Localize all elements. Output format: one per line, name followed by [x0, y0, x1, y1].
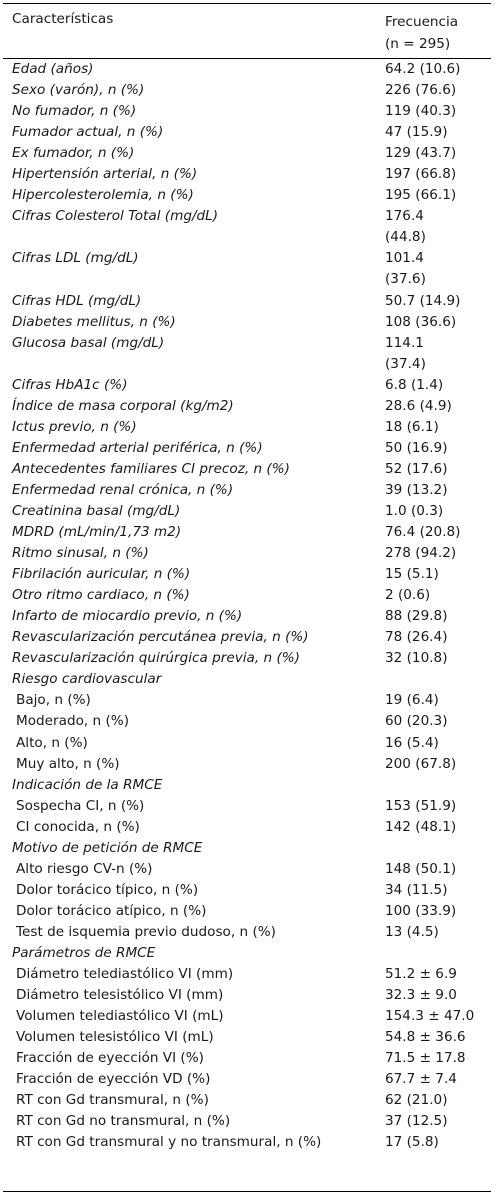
row-frequency: [373, 985, 457, 1006]
frequency-value: 197 (66.8): [385, 166, 457, 183]
row-frequency: [373, 1027, 466, 1048]
row-characteristic: Volumen telesistólico VI (mL): [16, 1029, 214, 1046]
table-row: [0, 733, 496, 754]
table-row: [0, 1090, 496, 1111]
table-row: [0, 690, 496, 711]
row-frequency: [373, 80, 456, 101]
frequency-value: 129 (43.7): [385, 145, 457, 162]
row-characteristic: Riesgo cardiovascular: [12, 671, 162, 688]
frequency-value: 16 (5.4): [385, 734, 439, 751]
row-characteristic: Ex fumador, n (%): [12, 145, 135, 162]
table-row: [0, 59, 496, 80]
row-characteristic: Ritmo sinusal, n (%): [12, 545, 149, 562]
table-row: [0, 754, 496, 775]
table-row: [0, 522, 496, 543]
frequency-value: 6.8 (1.4): [385, 376, 444, 393]
row-frequency: [373, 922, 439, 943]
row-frequency: [373, 312, 456, 333]
header-frequency: [385, 11, 458, 55]
frequency-value: (37.4): [385, 355, 426, 372]
frequency-value: 52 (17.6): [385, 460, 448, 477]
frequency-value: 64.2 (10.6): [385, 61, 461, 77]
row-characteristic: Revascularización quirúrgica previa, n (%): [12, 650, 300, 667]
table-row: [0, 627, 496, 648]
row-frequency: [373, 606, 448, 627]
row-characteristic: Sospecha CI, n (%): [16, 797, 145, 814]
frequency-value: 54.8 ± 36.6: [385, 1029, 466, 1046]
row-characteristic: Cifras HbA1c (%): [12, 376, 128, 393]
row-frequency: [373, 564, 439, 585]
row-frequency: [373, 880, 448, 901]
row-frequency: [373, 943, 385, 964]
row-frequency: [373, 396, 452, 417]
frequency-value: 34 (11.5): [385, 881, 448, 898]
table-row: [0, 817, 496, 838]
row-characteristic: Infarto de miocardio previo, n (%): [12, 608, 243, 625]
row-characteristic: RT con Gd no transmural, n (%): [16, 1113, 231, 1130]
row-frequency: [373, 1048, 466, 1069]
row-frequency: [373, 122, 448, 143]
row-characteristic: Dolor torácico típico, n (%): [16, 881, 199, 898]
top-rule: [3, 3, 491, 4]
row-characteristic: Enfermedad renal crónica, n (%): [12, 481, 234, 498]
row-characteristic: Glucosa basal (mg/dL): [12, 334, 165, 351]
row-characteristic: No fumador, n (%): [12, 103, 137, 120]
table-row: [0, 396, 496, 417]
table-row: [0, 1069, 496, 1090]
frequency-value: 62 (21.0): [385, 1092, 448, 1109]
row-frequency: [373, 59, 460, 80]
frequency-value: 67.7 ± 7.4: [385, 1071, 457, 1088]
table-row: [0, 480, 496, 501]
row-characteristic: Sexo (varón), n (%): [12, 82, 145, 99]
table-row: [0, 438, 496, 459]
row-characteristic: Bajo, n (%): [16, 692, 91, 709]
header-frequency-label: Frecuencia: [385, 14, 459, 30]
row-characteristic: Ictus previo, n (%): [12, 418, 137, 435]
table-row: [0, 1111, 496, 1132]
row-frequency: [373, 185, 456, 206]
frequency-value: 76.4 (20.8): [385, 524, 461, 541]
row-characteristic: Alto riesgo CV-n (%): [16, 860, 153, 877]
frequency-value: 78 (26.4): [385, 629, 448, 646]
table-row: [0, 122, 496, 143]
row-characteristic: Antecedentes familiares CI precoz, n (%): [12, 460, 290, 477]
row-frequency: [373, 459, 448, 480]
row-frequency: [373, 375, 443, 396]
frequency-value: 28.6 (4.9): [385, 397, 452, 414]
row-frequency: [373, 964, 457, 985]
row-characteristic: Cifras Colesterol Total (mg/dL): [12, 208, 219, 225]
row-frequency: [373, 417, 439, 438]
frequency-value: 19 (6.4): [385, 692, 439, 709]
table-row: [0, 143, 496, 164]
frequency-value: 50.7 (14.9): [385, 292, 461, 309]
row-characteristic: Hipercolesterolemia, n (%): [12, 187, 194, 204]
row-characteristic: Alto, n (%): [16, 734, 88, 751]
table-row: [0, 880, 496, 901]
row-frequency: [373, 206, 426, 248]
row-characteristic: Otro ritmo cardiaco, n (%): [12, 587, 190, 604]
table-row: [0, 417, 496, 438]
row-characteristic: Diabetes mellitus, n (%): [12, 313, 176, 330]
row-characteristic: RT con Gd transmural, n (%): [16, 1092, 209, 1109]
row-characteristic: Volumen telediastólico VI (mL): [16, 1008, 224, 1025]
row-frequency: [373, 838, 385, 859]
header-sample-size: (n = 295): [385, 36, 451, 52]
row-frequency: [373, 333, 426, 375]
frequency-value: 195 (66.1): [385, 187, 457, 204]
frequency-value: 200 (67.8): [385, 755, 457, 772]
frequency-value: 2 (0.6): [385, 587, 431, 604]
table-row: [0, 375, 496, 396]
table-row: [0, 80, 496, 101]
frequency-value: 114.1: [385, 334, 424, 351]
row-characteristic: RT con Gd transmural y no transmural, n (%): [16, 1134, 322, 1151]
row-frequency: [373, 690, 439, 711]
table-row: [0, 585, 496, 606]
frequency-value: 226 (76.6): [385, 82, 457, 99]
row-frequency: [373, 669, 385, 690]
header-characteristics: Características: [12, 11, 114, 27]
row-frequency: [373, 143, 456, 164]
row-characteristic: Cifras LDL (mg/dL): [12, 250, 139, 267]
row-characteristic: Muy alto, n (%): [16, 755, 120, 772]
table-row: [0, 333, 496, 375]
table-row: [0, 859, 496, 880]
row-frequency: [373, 1006, 474, 1027]
frequency-value: 50 (16.9): [385, 439, 448, 456]
table-row: [0, 711, 496, 732]
frequency-value: 39 (13.2): [385, 481, 448, 498]
table-row: [0, 648, 496, 669]
frequency-value: 153 (51.9): [385, 797, 457, 814]
row-frequency: [373, 480, 448, 501]
row-frequency: [373, 796, 456, 817]
row-characteristic: Moderado, n (%): [16, 713, 130, 730]
frequency-value: 37 (12.5): [385, 1113, 448, 1130]
row-frequency: [373, 585, 430, 606]
frequency-value: 18 (6.1): [385, 418, 439, 435]
table-row: [0, 1048, 496, 1069]
table-row: [0, 943, 496, 964]
row-frequency: [373, 901, 456, 922]
table-row: [0, 669, 496, 690]
frequency-value: 60 (20.3): [385, 713, 448, 730]
row-characteristic: Diámetro telesistólico VI (mm): [16, 987, 224, 1004]
table-row: [0, 101, 496, 122]
frequency-value: 278 (94.2): [385, 545, 457, 562]
row-frequency: [373, 1090, 448, 1111]
row-characteristic: CI conocida, n (%): [16, 818, 140, 835]
frequency-value: (44.8): [385, 229, 426, 246]
table-row: [0, 1027, 496, 1048]
row-characteristic: Diámetro telediastólico VI (mm): [16, 966, 234, 983]
table-row: [0, 796, 496, 817]
row-frequency: [373, 859, 456, 880]
row-frequency: [373, 1069, 457, 1090]
frequency-value: 154.3 ± 47.0: [385, 1008, 475, 1025]
row-characteristic: Enfermedad arterial periférica, n (%): [12, 439, 263, 456]
row-characteristic: MDRD (mL/min/1,73 m2): [12, 524, 182, 541]
row-frequency: [373, 1132, 439, 1153]
frequency-value: 101.4: [385, 250, 424, 267]
table-row: [0, 775, 496, 796]
row-frequency: [373, 1111, 448, 1132]
frequency-value: 47 (15.9): [385, 124, 448, 141]
table-row: [0, 164, 496, 185]
row-characteristic: Indicación de la RMCE: [12, 776, 163, 793]
table-row: [0, 564, 496, 585]
row-characteristic: Dolor torácico atípico, n (%): [16, 902, 207, 919]
bottom-rule: [3, 1191, 491, 1192]
frequency-value: 1.0 (0.3): [385, 502, 444, 519]
row-characteristic: Fumador actual, n (%): [12, 124, 164, 141]
frequency-value: 100 (33.9): [385, 902, 457, 919]
frequency-value: (37.6): [385, 271, 426, 288]
table-row: [0, 206, 496, 248]
row-frequency: [373, 438, 448, 459]
row-frequency: [373, 291, 460, 312]
row-characteristic: Fracción de eyección VD (%): [16, 1071, 211, 1088]
row-frequency: [373, 248, 426, 290]
table-row: [0, 459, 496, 480]
row-frequency: [373, 817, 456, 838]
row-characteristic: Fracción de eyección VI (%): [16, 1050, 204, 1067]
table-row: [0, 312, 496, 333]
table-row: [0, 501, 496, 522]
row-frequency: [373, 711, 448, 732]
table-row: [0, 248, 496, 290]
table-row: [0, 543, 496, 564]
row-characteristic: Revascularización percutánea previa, n (%): [12, 629, 309, 646]
frequency-value: 142 (48.1): [385, 818, 457, 835]
row-frequency: [373, 627, 448, 648]
row-characteristic: Hipertensión arterial, n (%): [12, 166, 198, 183]
frequency-value: 88 (29.8): [385, 608, 448, 625]
row-characteristic: Cifras HDL (mg/dL): [12, 292, 142, 309]
row-frequency: [373, 733, 439, 754]
row-characteristic: Parámetros de RMCE: [12, 944, 156, 961]
table-row: [0, 1006, 496, 1027]
row-frequency: [373, 775, 385, 796]
table-row: [0, 838, 496, 859]
table-row: [0, 922, 496, 943]
row-frequency: [373, 543, 456, 564]
frequency-value: 32.3 ± 9.0: [385, 987, 457, 1004]
frequency-value: 108 (36.6): [385, 313, 457, 330]
frequency-value: 15 (5.1): [385, 566, 439, 583]
row-characteristic: Fibrilación auricular, n (%): [12, 566, 191, 583]
row-frequency: [373, 522, 460, 543]
row-frequency: [373, 164, 456, 185]
table-header: [0, 9, 496, 57]
row-characteristic: Edad (años): [12, 61, 94, 77]
table-row: [0, 185, 496, 206]
frequency-value: 17 (5.8): [385, 1134, 439, 1151]
frequency-value: 176.4: [385, 208, 424, 225]
table-row: [0, 291, 496, 312]
frequency-value: 32 (10.8): [385, 650, 448, 667]
table-row: [0, 606, 496, 627]
row-frequency: [373, 754, 456, 775]
row-frequency: [373, 101, 456, 122]
frequency-value: 71.5 ± 17.8: [385, 1050, 466, 1067]
table-row: [0, 964, 496, 985]
row-characteristic: Test de isquemia previo dudoso, n (%): [16, 923, 276, 940]
row-characteristic: Creatinina basal (mg/dL): [12, 502, 181, 519]
row-characteristic: Motivo de petición de RMCE: [12, 839, 203, 856]
table-row: [0, 985, 496, 1006]
row-characteristic: Índice de masa corporal (kg/m2): [12, 397, 234, 414]
table-body: [0, 59, 496, 1153]
row-frequency: [373, 501, 443, 522]
table-row: [0, 901, 496, 922]
frequency-value: 51.2 ± 6.9: [385, 966, 457, 983]
frequency-value: 148 (50.1): [385, 860, 457, 877]
table-row: [0, 1132, 496, 1153]
frequency-value: 119 (40.3): [385, 103, 457, 120]
frequency-value: 13 (4.5): [385, 923, 439, 940]
row-frequency: [373, 648, 448, 669]
